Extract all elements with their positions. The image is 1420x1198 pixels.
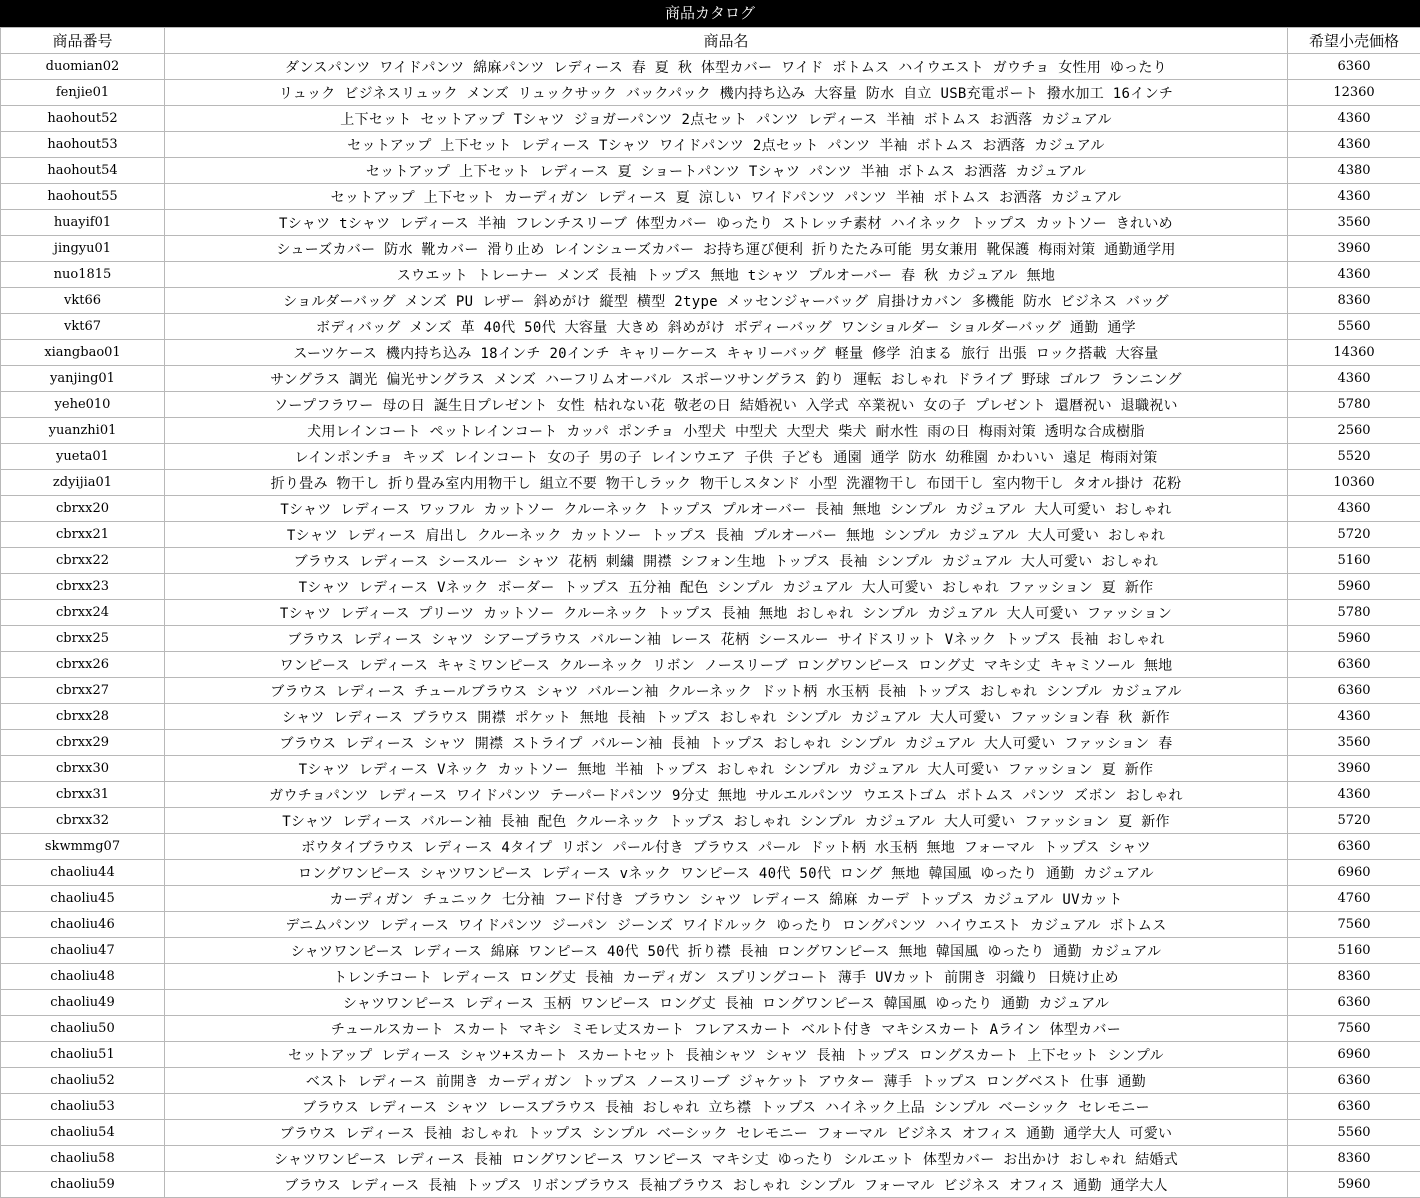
- retail-price-cell[interactable]: 4360: [1288, 366, 1420, 392]
- table-row[interactable]: [1, 886, 1420, 912]
- table-row[interactable]: [1, 678, 1420, 704]
- retail-price-cell[interactable]: 6360: [1288, 678, 1420, 704]
- table-row[interactable]: [1, 366, 1420, 392]
- product-code-cell[interactable]: cbrxx20: [1, 496, 165, 522]
- table-row[interactable]: [1, 574, 1420, 600]
- table-row[interactable]: [1, 418, 1420, 444]
- product-name-cell[interactable]: ブラウス レディース 長袖 トップス リボンブラウス 長袖ブラウス おしゃれ シンプル フォーマル ビジネス オフィス 通勤 通学大人: [165, 1172, 1288, 1198]
- table-row[interactable]: [1, 1016, 1420, 1042]
- product-code-cell[interactable]: chaoliu44: [1, 860, 165, 886]
- retail-price-cell[interactable]: 5520: [1288, 444, 1420, 470]
- table-row[interactable]: [1, 756, 1420, 782]
- product-name-cell[interactable]: ブラウス レディース シャツ レースブラウス 長袖 おしゃれ 立ち襟 トップス ハイネック上品 シンプル ベーシック セレモニー: [165, 1094, 1288, 1120]
- product-code-cell[interactable]: chaoliu51: [1, 1042, 165, 1068]
- product-code-cell[interactable]: xiangbao01: [1, 340, 165, 366]
- table-row[interactable]: [1, 1068, 1420, 1094]
- product-name-cell[interactable]: ブラウス レディース チュールブラウス シャツ バルーン袖 クルーネック ドット柄 水玉柄 長袖 トップス おしゃれ シンプル カジュアル: [165, 678, 1288, 704]
- product-name-cell[interactable]: シャツワンピース レディース 綿麻 ワンピース 40代 50代 折り襟 長袖 ロングワンピース 無地 韓国風 ゆったり 通勤 カジュアル: [165, 938, 1288, 964]
- retail-price-cell[interactable]: 5960: [1288, 574, 1420, 600]
- table-row[interactable]: [1, 626, 1420, 652]
- retail-price-cell[interactable]: 4360: [1288, 704, 1420, 730]
- retail-price-cell[interactable]: 4360: [1288, 496, 1420, 522]
- retail-price-cell[interactable]: 6360: [1288, 834, 1420, 860]
- retail-price-cell[interactable]: 4360: [1288, 262, 1420, 288]
- table-row[interactable]: [1, 990, 1420, 1016]
- product-name-cell[interactable]: ロングワンピース シャツワンピース レディース vネック ワンピース 40代 50代 ロング 無地 韓国風 ゆったり 通勤 カジュアル: [165, 860, 1288, 886]
- retail-price-cell[interactable]: 14360: [1288, 340, 1420, 366]
- product-code-cell[interactable]: cbrxx25: [1, 626, 165, 652]
- table-row[interactable]: [1, 730, 1420, 756]
- product-code-cell[interactable]: chaoliu58: [1, 1146, 165, 1172]
- product-code-cell[interactable]: yuanzhi01: [1, 418, 165, 444]
- header-row: [1, 28, 1420, 54]
- product-name-cell[interactable]: ダンスパンツ ワイドパンツ 綿麻パンツ レディース 春 夏 秋 体型カバー ワイド ボトムス ハイウエスト ガウチョ 女性用 ゆったり: [165, 54, 1288, 80]
- retail-price-cell[interactable]: 6960: [1288, 860, 1420, 886]
- table-row[interactable]: [1, 184, 1420, 210]
- retail-price-cell[interactable]: 8360: [1288, 964, 1420, 990]
- table-row[interactable]: [1, 1042, 1420, 1068]
- table-row[interactable]: [1, 340, 1420, 366]
- product-code-cell[interactable]: chaoliu49: [1, 990, 165, 1016]
- table-row[interactable]: [1, 964, 1420, 990]
- table-row[interactable]: [1, 600, 1420, 626]
- header-product-name[interactable]: 商品名: [165, 28, 1288, 54]
- retail-price-cell[interactable]: 12360: [1288, 80, 1420, 106]
- retail-price-cell[interactable]: 4360: [1288, 132, 1420, 158]
- product-code-cell[interactable]: cbrxx27: [1, 678, 165, 704]
- table-row[interactable]: [1, 1146, 1420, 1172]
- retail-price-cell[interactable]: 5720: [1288, 808, 1420, 834]
- retail-price-cell[interactable]: 3960: [1288, 756, 1420, 782]
- product-code-cell[interactable]: nuo1815: [1, 262, 165, 288]
- product-code-cell[interactable]: chaoliu54: [1, 1120, 165, 1146]
- retail-price-cell[interactable]: 10360: [1288, 470, 1420, 496]
- retail-price-cell[interactable]: 5560: [1288, 1120, 1420, 1146]
- retail-price-cell[interactable]: 4760: [1288, 886, 1420, 912]
- table-row[interactable]: [1, 80, 1420, 106]
- product-name-cell[interactable]: チュールスカート スカート マキシ ミモレ丈スカート フレアスカート ベルト付き マキシスカート Aライン 体型カバー: [165, 1016, 1288, 1042]
- retail-price-cell[interactable]: 3560: [1288, 730, 1420, 756]
- product-name-cell[interactable]: ボウタイブラウス レディース 4タイプ リボン パール付き ブラウス パール ドット柄 水玉柄 無地 フォーマル トップス シャツ: [165, 834, 1288, 860]
- table-row[interactable]: [1, 236, 1420, 262]
- table-row[interactable]: [1, 132, 1420, 158]
- product-code-cell[interactable]: haohout52: [1, 106, 165, 132]
- retail-price-cell[interactable]: 4360: [1288, 184, 1420, 210]
- retail-price-cell[interactable]: 5960: [1288, 1172, 1420, 1198]
- table-row[interactable]: [1, 808, 1420, 834]
- product-code-cell[interactable]: cbrxx24: [1, 600, 165, 626]
- product-name-cell[interactable]: デニムパンツ レディース ワイドパンツ ジーパン ジーンズ ワイドルック ゆったり ロングパンツ ハイウエスト カジュアル ボトムス: [165, 912, 1288, 938]
- retail-price-cell[interactable]: 8360: [1288, 288, 1420, 314]
- product-code-cell[interactable]: yehe010: [1, 392, 165, 418]
- retail-price-cell[interactable]: 5160: [1288, 938, 1420, 964]
- product-name-cell[interactable]: Tシャツ レディース ワッフル カットソー クルーネック トップス プルオーバー 長袖 無地 シンプル カジュアル 大人可愛い おしゃれ: [165, 496, 1288, 522]
- retail-price-cell[interactable]: 6360: [1288, 54, 1420, 80]
- header-product-code[interactable]: 商品番号: [1, 28, 165, 54]
- product-name-cell[interactable]: Tシャツ レディース Vネック カットソー 無地 半袖 トップス おしゃれ シンプル カジュアル 大人可愛い ファッション 夏 新作: [165, 756, 1288, 782]
- product-name-cell[interactable]: Tシャツ レディース プリーツ カットソー クルーネック トップス 長袖 無地 おしゃれ シンプル カジュアル 大人可愛い ファッション: [165, 600, 1288, 626]
- product-code-cell[interactable]: jingyu01: [1, 236, 165, 262]
- product-name-cell[interactable]: ワンピース レディース キャミワンピース クルーネック リボン ノースリーブ ロングワンピース ロング丈 マキシ丈 キャミソール 無地: [165, 652, 1288, 678]
- table-row[interactable]: [1, 314, 1420, 340]
- table-row[interactable]: [1, 158, 1420, 184]
- retail-price-cell[interactable]: 7560: [1288, 912, 1420, 938]
- product-name-cell[interactable]: サングラス 調光 偏光サングラス メンズ ハーフリムオーバル スポーツサングラス 釣り 運転 おしゃれ ドライブ 野球 ゴルフ ランニング: [165, 366, 1288, 392]
- product-name-cell[interactable]: 犬用レインコート ペットレインコート カッパ ポンチョ 小型犬 中型犬 大型犬 柴犬 耐水性 雨の日 梅雨対策 透明な合成樹脂: [165, 418, 1288, 444]
- product-code-cell[interactable]: chaoliu52: [1, 1068, 165, 1094]
- product-code-cell[interactable]: huayif01: [1, 210, 165, 236]
- table-row[interactable]: [1, 652, 1420, 678]
- product-code-cell[interactable]: cbrxx30: [1, 756, 165, 782]
- table-row[interactable]: [1, 54, 1420, 80]
- product-code-cell[interactable]: haohout55: [1, 184, 165, 210]
- table-row[interactable]: [1, 262, 1420, 288]
- retail-price-cell[interactable]: 6360: [1288, 1068, 1420, 1094]
- retail-price-cell[interactable]: 5720: [1288, 522, 1420, 548]
- retail-price-cell[interactable]: 6360: [1288, 1094, 1420, 1120]
- product-name-cell[interactable]: ブラウス レディース 長袖 おしゃれ トップス シンプル ベーシック セレモニー フォーマル ビジネス オフィス 通勤 通学大人 可愛い: [165, 1120, 1288, 1146]
- product-name-cell[interactable]: レインポンチョ キッズ レインコート 女の子 男の子 レインウエア 子供 子ども 通園 通学 防水 幼稚園 かわいい 遠足 梅雨対策: [165, 444, 1288, 470]
- retail-price-cell[interactable]: 3960: [1288, 236, 1420, 262]
- product-code-cell[interactable]: chaoliu46: [1, 912, 165, 938]
- table-row[interactable]: [1, 496, 1420, 522]
- product-code-cell[interactable]: cbrxx29: [1, 730, 165, 756]
- product-code-cell[interactable]: zdyijia01: [1, 470, 165, 496]
- product-name-cell[interactable]: スウエット トレーナー メンズ 長袖 トップス 無地 tシャツ プルオーバー 春 秋 カジュアル 無地: [165, 262, 1288, 288]
- product-code-cell[interactable]: chaoliu53: [1, 1094, 165, 1120]
- product-code-cell[interactable]: cbrxx21: [1, 522, 165, 548]
- table-body: [1, 54, 1420, 1198]
- product-name-cell[interactable]: トレンチコート レディース ロング丈 長袖 カーディガン スプリングコート 薄手 UVカット 前開き 羽織り 日焼け止め: [165, 964, 1288, 990]
- sheet-title: 商品カタログ: [0, 0, 1420, 27]
- product-code-cell[interactable]: cbrxx26: [1, 652, 165, 678]
- product-code-cell[interactable]: chaoliu45: [1, 886, 165, 912]
- table-row[interactable]: [1, 444, 1420, 470]
- product-code-cell[interactable]: chaoliu50: [1, 1016, 165, 1042]
- retail-price-cell[interactable]: 8360: [1288, 1146, 1420, 1172]
- product-name-cell[interactable]: Tシャツ tシャツ レディース 半袖 フレンチスリーブ 体型カバー ゆったり ストレッチ素材 ハイネック トップス カットソー きれいめ: [165, 210, 1288, 236]
- table-row[interactable]: [1, 548, 1420, 574]
- product-name-cell[interactable]: セットアップ 上下セット レディース 夏 ショートパンツ Tシャツ パンツ 半袖 ボトムス お洒落 カジュアル: [165, 158, 1288, 184]
- product-name-cell[interactable]: セットアップ 上下セット レディース Tシャツ ワイドパンツ 2点セット パンツ 半袖 ボトムス お洒落 カジュアル: [165, 132, 1288, 158]
- product-name-cell[interactable]: スーツケース 機内持ち込み 18インチ 20インチ キャリーケース キャリーバッグ 軽量 修学 泊まる 旅行 出張 ロック搭載 大容量: [165, 340, 1288, 366]
- product-code-cell[interactable]: cbrxx31: [1, 782, 165, 808]
- product-code-cell[interactable]: chaoliu47: [1, 938, 165, 964]
- product-name-cell[interactable]: リュック ビジネスリュック メンズ リュックサック バックパック 機内持ち込み 大容量 防水 自立 USB充電ポート 撥水加工 16インチ: [165, 80, 1288, 106]
- product-name-cell[interactable]: セットアップ レディース シャツ+スカート スカートセット 長袖シャツ シャツ 長袖 トップス ロングスカート 上下セット シンプル: [165, 1042, 1288, 1068]
- product-name-cell[interactable]: シューズカバー 防水 靴カバー 滑り止め レインシューズカバー お持ち運び便利 折りたたみ可能 男女兼用 靴保護 梅雨対策 通勤通学用: [165, 236, 1288, 262]
- product-name-cell[interactable]: セットアップ 上下セット カーディガン レディース 夏 涼しい ワイドパンツ パンツ 半袖 ボトムス お洒落 カジュアル: [165, 184, 1288, 210]
- product-name-cell[interactable]: シャツ レディース ブラウス 開襟 ポケット 無地 長袖 トップス おしゃれ シンプル カジュアル 大人可愛い ファッション春 秋 新作: [165, 704, 1288, 730]
- product-code-cell[interactable]: chaoliu59: [1, 1172, 165, 1198]
- product-name-cell[interactable]: Tシャツ レディース バルーン袖 長袖 配色 クルーネック トップス おしゃれ シンプル カジュアル 大人可愛い ファッション 夏 新作: [165, 808, 1288, 834]
- product-code-cell[interactable]: skwmmg07: [1, 834, 165, 860]
- product-name-cell[interactable]: 上下セット セットアップ Tシャツ ジョガーパンツ 2点セット パンツ レディース 半袖 ボトムス お洒落 カジュアル: [165, 106, 1288, 132]
- table-row[interactable]: [1, 470, 1420, 496]
- product-name-cell[interactable]: ベスト レディース 前開き カーディガン トップス ノースリーブ ジャケット アウター 薄手 トップス ロングベスト 仕事 通勤: [165, 1068, 1288, 1094]
- table-row[interactable]: [1, 912, 1420, 938]
- product-name-cell[interactable]: ガウチョパンツ レディース ワイドパンツ テーパードパンツ 9分丈 無地 サルエルパンツ ウエストゴム ボトムス パンツ ズボン おしゃれ: [165, 782, 1288, 808]
- table-row[interactable]: [1, 1172, 1420, 1198]
- product-name-cell[interactable]: ボディバッグ メンズ 革 40代 50代 大容量 大きめ 斜めがけ ボディーバッグ ワンショルダー ショルダーバッグ 通勤 通学: [165, 314, 1288, 340]
- table-row[interactable]: [1, 1120, 1420, 1146]
- retail-price-cell[interactable]: 6960: [1288, 1042, 1420, 1068]
- retail-price-cell[interactable]: 7560: [1288, 1016, 1420, 1042]
- retail-price-cell[interactable]: 2560: [1288, 418, 1420, 444]
- retail-price-cell[interactable]: 4380: [1288, 158, 1420, 184]
- product-name-cell[interactable]: Tシャツ レディース 肩出し クルーネック カットソー トップス 長袖 プルオーバー 無地 シンプル カジュアル 大人可愛い おしゃれ: [165, 522, 1288, 548]
- table-row[interactable]: [1, 1094, 1420, 1120]
- table-row[interactable]: [1, 522, 1420, 548]
- table-row[interactable]: [1, 938, 1420, 964]
- retail-price-cell[interactable]: 4360: [1288, 106, 1420, 132]
- retail-price-cell[interactable]: 3560: [1288, 210, 1420, 236]
- product-name-cell[interactable]: ブラウス レディース シースルー シャツ 花柄 刺繍 開襟 シフォン生地 トップス 長袖 シンプル カジュアル 大人可愛い おしゃれ: [165, 548, 1288, 574]
- product-code-cell[interactable]: haohout53: [1, 132, 165, 158]
- product-name-cell[interactable]: 折り畳み 物干し 折り畳み室内用物干し 組立不要 物干しラック 物干しスタンド 小型 洗濯物干し 布団干し 室内物干し タオル掛け 花粉: [165, 470, 1288, 496]
- product-code-cell[interactable]: fenjie01: [1, 80, 165, 106]
- retail-price-cell[interactable]: 5780: [1288, 600, 1420, 626]
- product-code-cell[interactable]: cbrxx23: [1, 574, 165, 600]
- product-name-cell[interactable]: ブラウス レディース シャツ シアーブラウス バルーン袖 レース 花柄 シースルー サイドスリット Vネック トップス 長袖 おしゃれ: [165, 626, 1288, 652]
- table-row[interactable]: [1, 106, 1420, 132]
- product-name-cell[interactable]: ショルダーバッグ メンズ PU レザー 斜めがけ 縦型 横型 2type メッセンジャーバッグ 肩掛けカバン 多機能 防水 ビジネス バッグ: [165, 288, 1288, 314]
- product-code-cell[interactable]: cbrxx28: [1, 704, 165, 730]
- product-code-cell[interactable]: cbrxx22: [1, 548, 165, 574]
- product-name-cell[interactable]: ソープフラワー 母の日 誕生日プレゼント 女性 枯れない花 敬老の日 結婚祝い 入学式 卒業祝い 女の子 プレゼント 還暦祝い 退職祝い: [165, 392, 1288, 418]
- product-name-cell[interactable]: カーディガン チュニック 七分袖 フード付き ブラウン シャツ レディース 綿麻 カーデ トップス カジュアル UVカット: [165, 886, 1288, 912]
- product-code-cell[interactable]: duomian02: [1, 54, 165, 80]
- catalog-table: [0, 27, 1420, 1198]
- product-name-cell[interactable]: シャツワンピース レディース 玉柄 ワンピース ロング丈 長袖 ロングワンピース 韓国風 ゆったり 通勤 カジュアル: [165, 990, 1288, 1016]
- header-retail-price[interactable]: 希望小売価格: [1288, 28, 1420, 54]
- product-name-cell[interactable]: Tシャツ レディース Vネック ボーダー トップス 五分袖 配色 シンプル カジュアル 大人可愛い おしゃれ ファッション 夏 新作: [165, 574, 1288, 600]
- product-name-cell[interactable]: シャツワンピース レディース 長袖 ロングワンピース ワンピース マキシ丈 ゆったり シルエット 体型カバー お出かけ おしゃれ 結婚式: [165, 1146, 1288, 1172]
- table-row[interactable]: [1, 834, 1420, 860]
- product-code-cell[interactable]: yueta01: [1, 444, 165, 470]
- table-row[interactable]: [1, 782, 1420, 808]
- retail-price-cell[interactable]: 6360: [1288, 990, 1420, 1016]
- product-name-cell[interactable]: ブラウス レディース シャツ 開襟 ストライプ バルーン袖 長袖 トップス おしゃれ シンプル カジュアル 大人可愛い ファッション 春: [165, 730, 1288, 756]
- table-row[interactable]: [1, 210, 1420, 236]
- retail-price-cell[interactable]: 5560: [1288, 314, 1420, 340]
- product-code-cell[interactable]: cbrxx32: [1, 808, 165, 834]
- retail-price-cell[interactable]: 5160: [1288, 548, 1420, 574]
- product-code-cell[interactable]: yanjing01: [1, 366, 165, 392]
- table-row[interactable]: [1, 392, 1420, 418]
- product-code-cell[interactable]: chaoliu48: [1, 964, 165, 990]
- table-row[interactable]: [1, 288, 1420, 314]
- product-code-cell[interactable]: haohout54: [1, 158, 165, 184]
- product-code-cell[interactable]: vkt66: [1, 288, 165, 314]
- retail-price-cell[interactable]: 5780: [1288, 392, 1420, 418]
- retail-price-cell[interactable]: 4360: [1288, 782, 1420, 808]
- retail-price-cell[interactable]: 6360: [1288, 652, 1420, 678]
- product-code-cell[interactable]: vkt67: [1, 314, 165, 340]
- table-row[interactable]: [1, 704, 1420, 730]
- retail-price-cell[interactable]: 5960: [1288, 626, 1420, 652]
- table-row[interactable]: [1, 860, 1420, 886]
